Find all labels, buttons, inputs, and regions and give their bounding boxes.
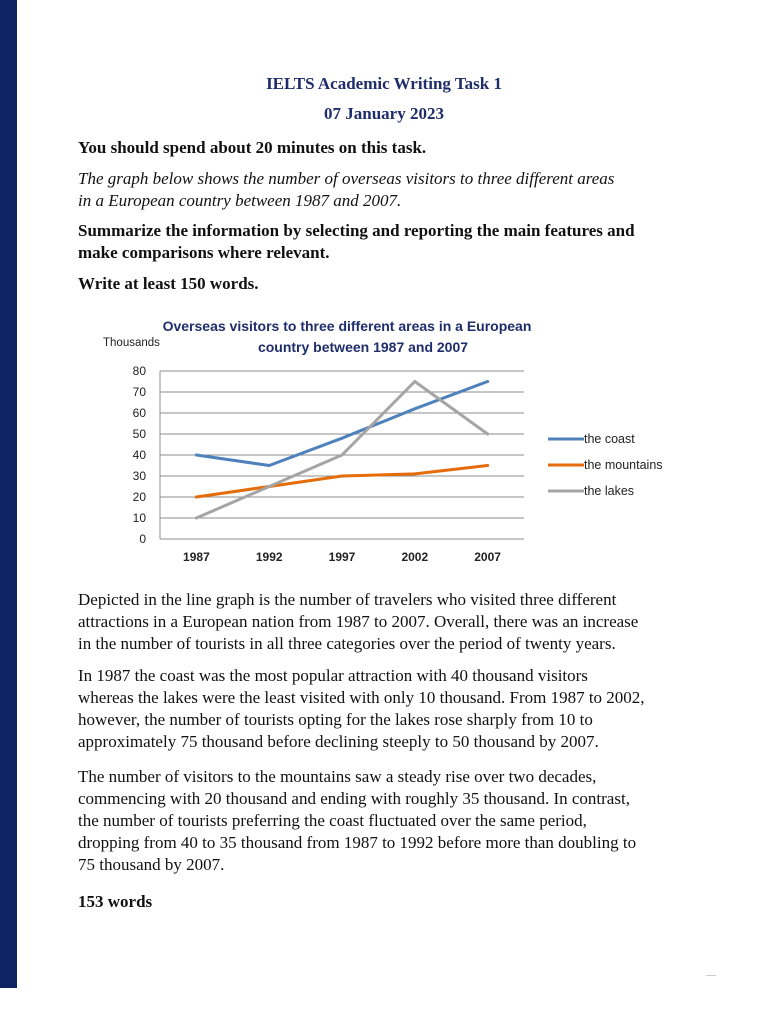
- document-title: IELTS Academic Writing Task 1: [266, 74, 502, 93]
- y-axis-label: Thousands: [103, 337, 160, 349]
- essay-line: The number of visitors to the mountains saw a steady rise over two decades,: [78, 767, 597, 786]
- essay-paragraph-2: [78, 665, 688, 753]
- time-instruction: You should spend about 20 minutes on this task.: [78, 138, 427, 157]
- essay-line: dropping from 40 to 35 thousand from 1987 to 1992 before more than doubling to: [78, 833, 637, 852]
- y-tick-label: 70: [132, 385, 146, 399]
- data-point: [413, 472, 416, 475]
- y-tick-label: 30: [132, 469, 146, 483]
- line-chart: [100, 304, 663, 574]
- y-tick-label: 10: [132, 511, 146, 525]
- data-point: [413, 380, 416, 383]
- series-layer: [195, 380, 489, 520]
- x-tick-label: 2007: [474, 550, 501, 564]
- legend-label: the lakes: [584, 484, 635, 498]
- y-tick-label: 50: [132, 427, 146, 441]
- data-point: [341, 454, 344, 457]
- essay-paragraph-1: [78, 589, 688, 655]
- x-tick-label: 1992: [255, 550, 283, 564]
- word-count: 153 words: [78, 892, 153, 911]
- essay-line: whereas the lakes were the least visited with only 10 thousand. From 1987 to 2002,: [78, 688, 645, 707]
- chart-title-line-2: country between 1987 and 2007: [257, 339, 469, 355]
- y-tick-label: 40: [132, 448, 146, 462]
- data-point: [486, 464, 489, 467]
- legend-label: the mountains: [584, 458, 663, 472]
- legend-label: the coast: [584, 432, 635, 446]
- essay-line: In 1987 the coast was the most popular attraction with 40 thousand visitors: [78, 666, 588, 685]
- summarize-line: Summarize the information by selecting and reporting the main features and: [78, 221, 635, 240]
- essay-line: 75 thousand by 2007.: [78, 855, 225, 874]
- essay-line: commencing with 20 thousand and ending with roughly 35 thousand. In contrast,: [78, 789, 630, 808]
- x-tick-label: 2002: [401, 550, 429, 564]
- data-point: [486, 433, 489, 436]
- essay-line: Depicted in the line graph is the number of travelers who visited three different: [78, 590, 617, 609]
- data-point: [341, 475, 344, 478]
- summarize-line: make comparisons where relevant.: [78, 243, 330, 262]
- y-tick-label: 80: [132, 364, 146, 378]
- essay-line: attractions in a European nation from 1987 to 2007. Overall, there was an increase: [78, 612, 639, 631]
- essay-line: in the number of tourists in all three categories over the period of twenty years.: [78, 634, 616, 653]
- essay-paragraph-3: [78, 766, 688, 876]
- data-point: [486, 380, 489, 383]
- essay-line: the number of tourists preferring the coast fluctuated over the same period,: [78, 811, 587, 830]
- task-prompt: [78, 168, 688, 212]
- chart-title-line-1: Overseas visitors to three different areas in a European: [162, 318, 532, 334]
- series-line: [196, 466, 487, 498]
- data-point: [195, 517, 198, 520]
- task-prompt-line: The graph below shows the number of overseas visitors to three different areas: [78, 169, 615, 188]
- legend: [548, 432, 663, 498]
- task-prompt-line: in a European country between 1987 and 2007.: [78, 191, 402, 210]
- y-tick-label: 60: [132, 406, 146, 420]
- essay-line: however, the number of tourists opting for the lakes rose sharply from 10 to: [78, 710, 593, 729]
- x-tick-label: 1997: [328, 550, 356, 564]
- data-point: [413, 407, 416, 410]
- grid-layer: [133, 364, 524, 564]
- essay-line: approximately 75 thousand before declining steeply to 50 thousand by 2007.: [78, 732, 599, 751]
- data-point: [195, 496, 198, 499]
- data-point: [195, 454, 198, 457]
- footer-mark: [706, 975, 716, 976]
- y-tick-label: 20: [132, 490, 146, 504]
- data-point: [268, 464, 271, 467]
- series-line: [196, 382, 487, 519]
- data-point: [268, 485, 271, 488]
- x-tick-label: 1987: [183, 550, 210, 564]
- y-tick-label: 0: [139, 532, 146, 546]
- summarize-instruction: [78, 220, 688, 264]
- document-date: 07 January 2023: [324, 104, 444, 123]
- line-chart-svg: [100, 304, 663, 574]
- data-point: [341, 437, 344, 440]
- word-minimum-instruction: Write at least 150 words.: [78, 274, 259, 293]
- side-accent-bar: [0, 0, 17, 988]
